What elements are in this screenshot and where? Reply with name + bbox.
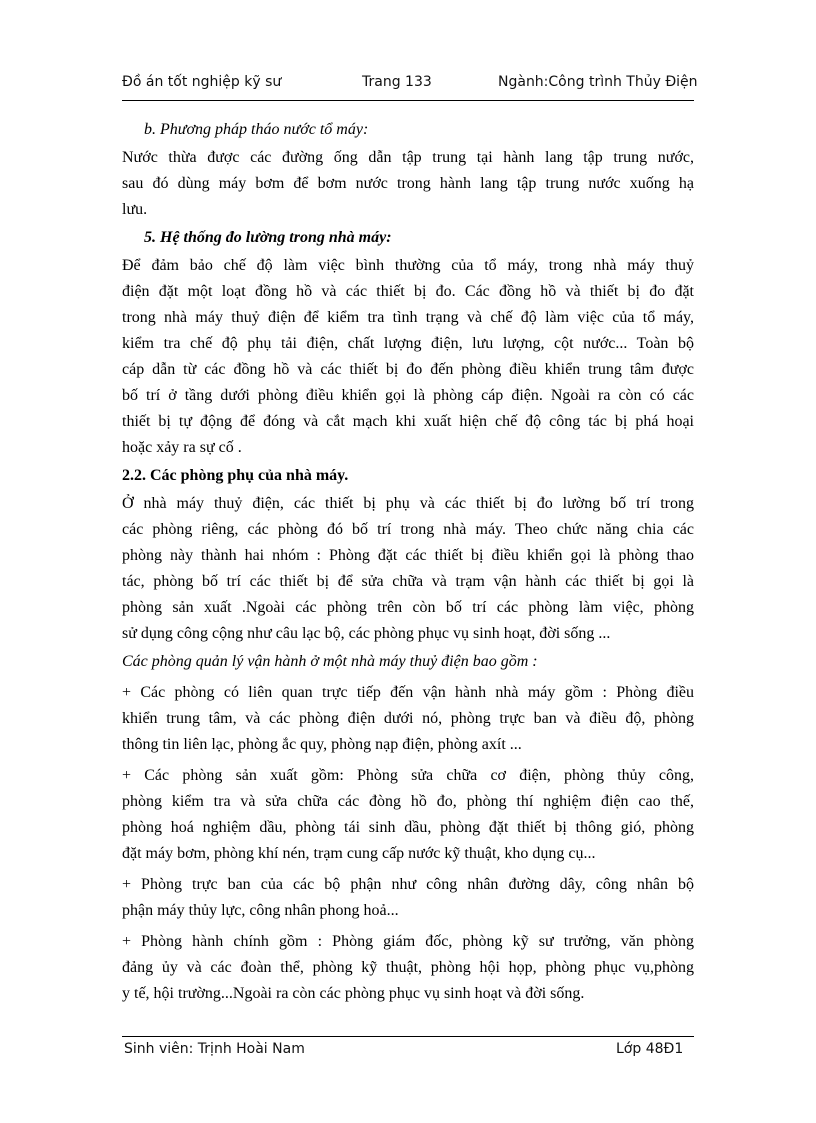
footer-student-name: Sinh viên: Trịnh Hoài Nam <box>124 1041 305 1057</box>
heading-5: 5. Hệ thống đo lường trong nhà máy: <box>144 229 392 246</box>
text-line: Ở nhà máy thuỷ điện, các thiết bị phụ và các thiết bị đo lường bố trí trong <box>122 495 694 512</box>
text-line: các phòng riêng, các phòng đó bố trí trong nhà máy. Theo chức năng chia các <box>122 521 694 538</box>
text-line: Để đảm bảo chế độ làm việc bình thường của tổ máy, trong nhà máy thuỷ <box>122 257 694 274</box>
text-line: bố trí ở tầng dưới phòng điều khiển gọi là phòng cáp điện. Ngoài ra còn có các <box>122 387 694 404</box>
text-line: điện đặt một loạt đồng hồ và các thiết bị đo. Các đồng hồ và thiết bị đo đặt <box>122 283 694 300</box>
text-line: + Các phòng sản xuất gồm: Phòng sửa chữa cơ điện, phòng thủy công, <box>122 767 694 784</box>
footer-class: Lớp 48Đ1 <box>616 1041 684 1057</box>
text-line: khiển trung tâm, và các phòng điện dưới nó, phòng trực ban và điều độ, phòng <box>122 710 694 727</box>
paragraph-measurement <box>122 253 694 461</box>
header-department: Ngành:Công trình Thủy Điện <box>498 74 698 90</box>
text-line: trong nhà máy thuỷ điện để kiểm tra tình trạng và chế độ làm việc của tổ máy, <box>122 309 694 326</box>
text-line: kiểm tra chế độ phụ tải điện, chất lượng điện, lưu lượng, cột nước... Toàn bộ <box>122 335 694 352</box>
heading-2-2: 2.2. Các phòng phụ của nhà máy. <box>122 467 349 484</box>
text-line: phận máy thủy lực, công nhân phong hoả... <box>122 902 399 919</box>
paragraph-aux-rooms <box>122 491 694 647</box>
text-line: sau đó dùng máy bơm để bơm nước trong hành lang tập trung nước xuống hạ <box>122 175 694 192</box>
text-line: y tế, hội trường...Ngoài ra còn các phòng phục vụ sinh hoạt và đời sống. <box>122 985 585 1002</box>
text-line: hoặc xảy ra sự cố . <box>122 439 242 456</box>
text-line: lưu. <box>122 201 148 218</box>
paragraph-production-rooms <box>122 763 694 867</box>
text-line: + Các phòng có liên quan trực tiếp đến vận hành nhà máy gồm : Phòng điều <box>122 684 694 701</box>
text-line: + Phòng trực ban của các bộ phận như công nhân đường dây, công nhân bộ <box>122 876 694 893</box>
text-line: Nước thừa được các đường ống dẫn tập trung tại hành lang tập trung nước, <box>122 149 694 166</box>
header-rule <box>122 100 694 101</box>
paragraph-rooms-intro: Các phòng quản lý vận hành ở một nhà máy thuỷ điện bao gồm : <box>122 653 538 670</box>
text-line: tác, phòng bố trí các thiết bị để sửa chữa và trạm vận hành các thiết bị gọi là <box>122 573 694 590</box>
text-line: đặt máy bơm, phòng khí nén, trạm cung cấp nước kỹ thuật, kho dụng cụ... <box>122 845 596 862</box>
text-line: phòng này thành hai nhóm : Phòng đặt các thiết bị điều khiển gọi là phòng thao <box>122 547 694 564</box>
header-document-title: Đồ án tốt nghiệp kỹ sư <box>122 74 282 90</box>
heading-b: b. Phương pháp tháo nước tổ máy: <box>144 121 369 138</box>
paragraph-duty-rooms <box>122 872 694 924</box>
text-line: sử dụng công cộng như câu lạc bộ, các phòng phục vụ sinh hoạt, đời sống ... <box>122 625 611 642</box>
footer-rule <box>122 1036 694 1037</box>
text-line: phòng kiểm tra và sửa chữa các đòng hồ đo, phòng thí nghiệm điện cao thế, <box>122 793 694 810</box>
text-line: cáp dẫn từ các đồng hồ và các thiết bị đo đến phòng điều khiển trung tâm được <box>122 361 694 378</box>
text-line: + Phòng hành chính gồm : Phòng giám đốc, phòng kỹ sư trưởng, văn phòng <box>122 933 694 950</box>
paragraph-drain <box>122 145 694 223</box>
header-page-number: Trang 133 <box>362 74 432 90</box>
paragraph-admin-rooms <box>122 929 694 1007</box>
text-line: phòng sản xuất .Ngoài các phòng trên còn bố trí các phòng làm việc, phòng <box>122 599 694 616</box>
text-line: đảng ủy và các đoàn thể, phòng kỹ thuật, phòng hội họp, phòng phục vụ,phòng <box>122 959 694 976</box>
paragraph-operation-rooms <box>122 680 694 758</box>
text-line: thông tin liên lạc, phòng ắc quy, phòng nạp điện, phòng axít ... <box>122 736 522 753</box>
text-line: phòng hoá nghiệm dầu, phòng tái sinh dầu, phòng đặt thiết bị thông gió, phòng <box>122 819 694 836</box>
text-line: thiết bị tự động để đóng và cắt mạch khi xuất hiện chế độ công tác bị phá hoại <box>122 413 694 430</box>
document-body <box>122 117 694 1007</box>
